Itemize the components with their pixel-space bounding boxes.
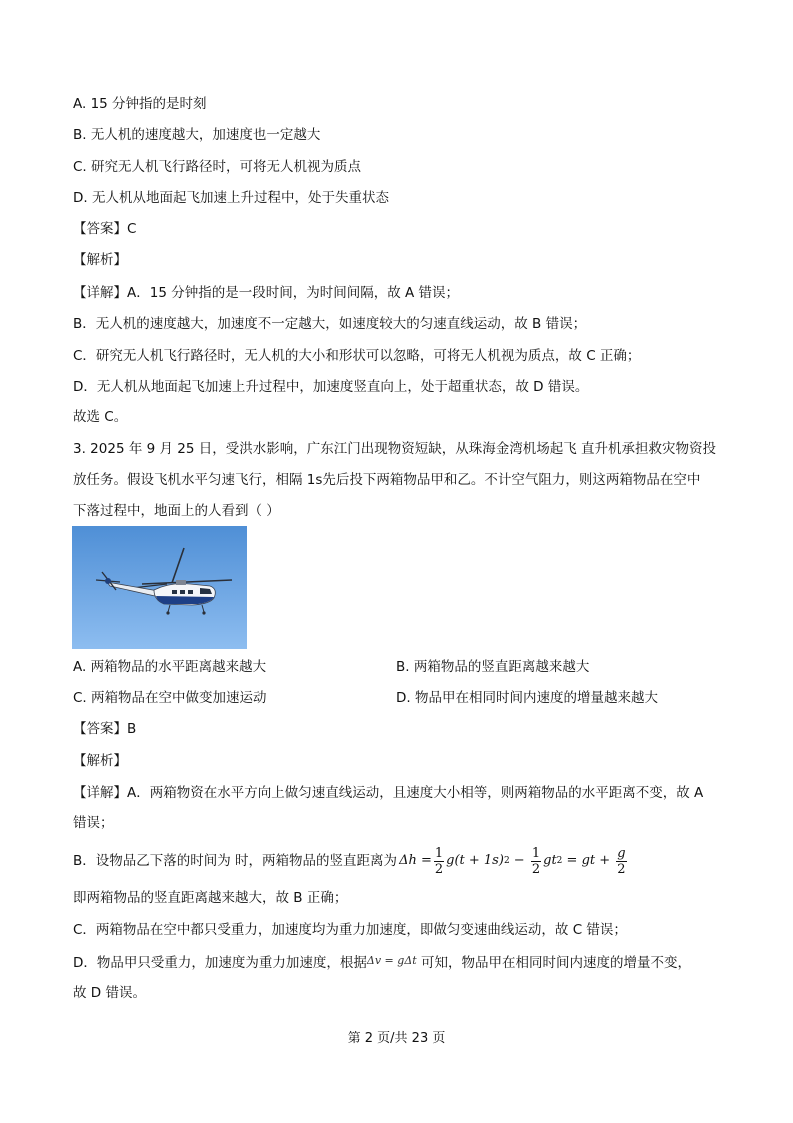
- q3-detail-a-line1: 【详解】A．两箱物资在水平方向上做匀速直线运动，且速度大小相等，则两箱物品的水平距离不变，故 A: [73, 785, 704, 801]
- q3-detail-a-line2: 错误；: [73, 815, 114, 831]
- q2-option-c: C. 研究无人机飞行路径时，可将无人机视为质点: [73, 159, 362, 175]
- q3-option-b: B. 两箱物品的竖直距离越来越大: [396, 659, 590, 675]
- q3-detail-c: C．两箱物品在空中都只受重力，加速度均为重力加速度，即做匀变速曲线运动，故 C 错误；: [73, 922, 627, 938]
- q3-option-d: D. 物品甲在相同时间内速度的增量越来越大: [396, 690, 658, 706]
- q3-analysis-heading: 【解析】: [73, 753, 127, 769]
- q3-detail-b-line: [73, 845, 629, 877]
- q3-detail-d-line2: 故 D 错误。: [73, 985, 146, 1001]
- q2-option-d: D. 无人机从地面起飞加速上升过程中，处于失重状态: [73, 190, 389, 206]
- page-number-footer: 第 2 页/共 23 页: [347, 1031, 446, 1046]
- helicopter-image: [72, 526, 247, 649]
- q2-conclusion: 故选 C。: [73, 409, 128, 425]
- formula-term2: gt: [543, 853, 557, 868]
- q2-option-b: B. 无人机的速度越大，加速度也一定越大: [73, 127, 321, 143]
- q2-detail-c: C．研究无人机飞行路径时，无人机的大小和形状可以忽略，可将无人机视为质点，故 C 正确；: [73, 348, 641, 364]
- q2-detail-d: D．无人机从地面起飞加速上升过程中，加速度竖直向上，处于超重状态，故 D 错误。: [73, 379, 589, 395]
- delta-v-formula: Δv = gΔt: [366, 954, 417, 967]
- fraction-denominator: 2: [531, 861, 541, 877]
- formula-square-2: 2: [556, 856, 563, 866]
- formula-lhs: Δh =: [399, 853, 432, 868]
- q3-answer: 【答案】B: [73, 721, 137, 737]
- q3-detail-b-text: B．设物品乙下落的时间为 时，两箱物品的竖直距离为: [73, 853, 398, 869]
- q3-option-c: C. 两箱物品在空中做变加速运动: [73, 690, 267, 706]
- q3-stem-line2: 放任务。假设飞机水平匀速飞行，相隔 1s先后投下两箱物品甲和乙。不计空气阻力，则这两箱物品在空中: [73, 472, 701, 488]
- formula-eq2: = gt +: [562, 853, 615, 868]
- fraction-half-1: [434, 846, 444, 877]
- q3-detail-d-line: [73, 951, 691, 973]
- formula-minus: −: [509, 853, 529, 868]
- q2-detail-a: 【详解】A．15 分钟指的是一段时间，为时间间隔，故 A 错误；: [73, 285, 460, 301]
- q2-analysis-heading: 【解析】: [73, 252, 127, 268]
- q2-detail-b: B．无人机的速度越大，加速度不一定越大，如速度较大的匀速直线运动，故 B 错误；: [73, 316, 587, 332]
- q3-detail-d-text: D．物品甲只受重力，加速度为重力加速度，根据: [73, 955, 367, 971]
- fraction-denominator: 2: [617, 861, 626, 877]
- fraction-numerator: g: [617, 845, 626, 861]
- q3-detail-d-text-post: 可知，物品甲在相同时间内速度的增量不变，: [416, 955, 691, 971]
- fraction-denominator: 2: [434, 861, 444, 877]
- fraction-g-over-2: [616, 846, 626, 877]
- q2-option-a: A. 15 分钟指的是时刻: [73, 96, 207, 112]
- q3-stem-line3: 下落过程中，地面上的人看到（ ）: [73, 503, 280, 519]
- q2-answer: 【答案】C: [73, 221, 137, 237]
- fraction-numerator: 1: [434, 845, 444, 861]
- formula-term1: g(t + 1s): [446, 853, 504, 868]
- formula-square-1: 2: [503, 856, 510, 866]
- q3-option-a: A. 两箱物品的水平距离越来越大: [73, 659, 267, 675]
- fraction-half-2: [531, 846, 541, 877]
- delta-h-formula: [399, 846, 629, 877]
- q3-stem-line1: 3. 2025 年 9 月 25 日，受洪水影响，广东江门出现物资短缺，从珠海金湾机场起飞 直升机承担救灾物资投: [73, 441, 717, 457]
- q3-detail-b-conclusion: 即两箱物品的竖直距离越来越大，故 B 正确；: [73, 890, 348, 906]
- fraction-numerator: 1: [531, 845, 541, 861]
